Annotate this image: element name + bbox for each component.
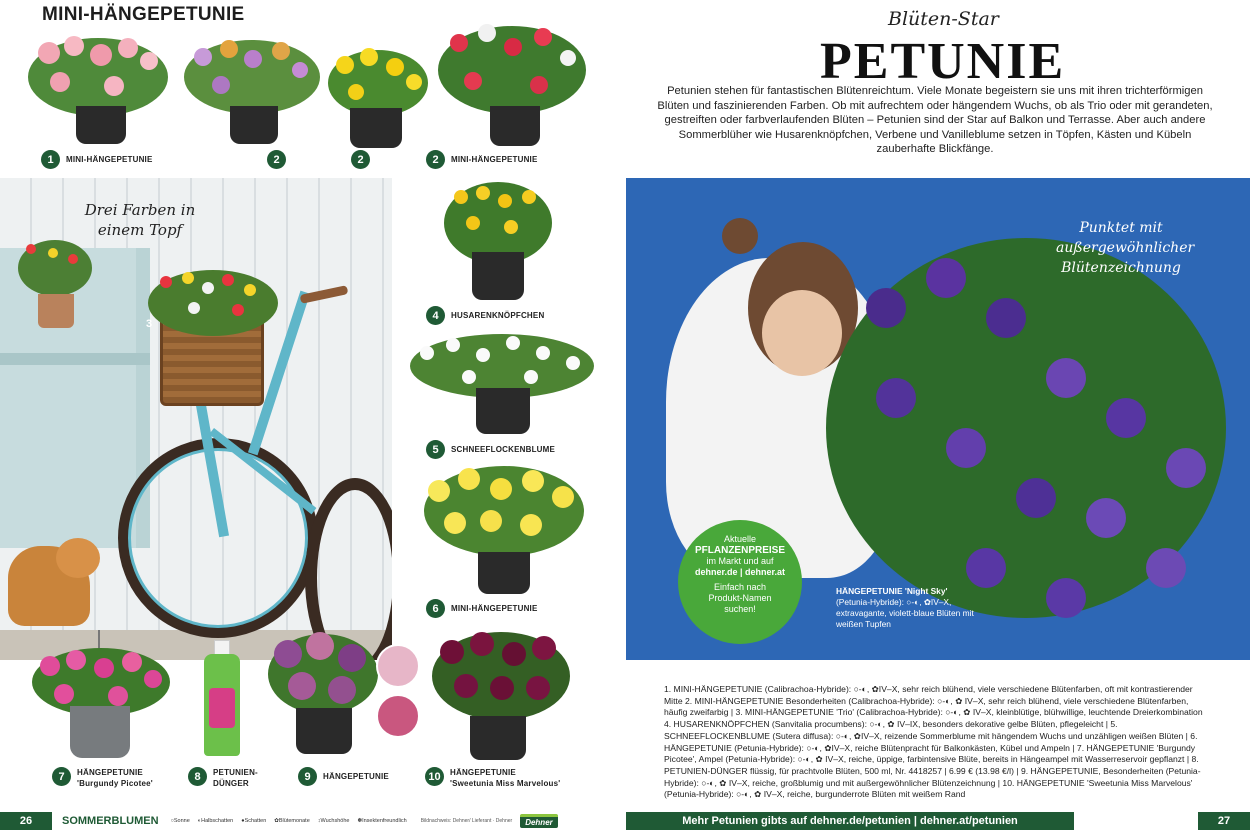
promo-url: dehner.de | dehner.at bbox=[694, 567, 786, 577]
fertilizer-bottle bbox=[200, 640, 244, 758]
left-page-title: MINI-HÄNGEPETUNIE bbox=[42, 4, 245, 25]
dehner-logo: Dehner bbox=[520, 814, 558, 828]
plant-image-2c bbox=[434, 22, 590, 148]
shade-icon: ●Schatten bbox=[241, 818, 267, 824]
plant-name: HUSARENKNÖPFCHEN bbox=[451, 311, 545, 320]
bicycle-photo bbox=[0, 178, 392, 660]
right-footer bbox=[626, 812, 1250, 830]
number-badge: 6 bbox=[426, 599, 445, 618]
legend-label: Sonne bbox=[173, 818, 190, 824]
product-name-line2: DÜNGER bbox=[213, 779, 249, 788]
plant-name: SCHNEEFLOCKENBLUME bbox=[451, 445, 556, 454]
legend-label: Insektenfreundlich bbox=[362, 818, 407, 824]
footer-url-banner[interactable]: Mehr Petunien gibts auf dehner.de/petunien | dehner.at/petunien bbox=[626, 812, 1074, 830]
promo-line: Aktuelle bbox=[723, 534, 757, 544]
photo-marker-3: 3 bbox=[146, 318, 153, 330]
caption-title: HÄNGEPETUNIE 'Night Sky' bbox=[836, 586, 948, 596]
plant-image-5 bbox=[406, 326, 598, 436]
photo-note-pattern: Punktet mit außergewöhnlicher Blütenzeichnung bbox=[1056, 220, 1195, 276]
page-number-right: 27 bbox=[1198, 812, 1250, 830]
plant-name: MINI-HÄNGEPETUNIE bbox=[451, 604, 538, 613]
plant-image-7 bbox=[30, 630, 172, 762]
plant-image-9 bbox=[266, 626, 422, 762]
page-number-left: 26 bbox=[0, 812, 52, 830]
plant-label-8 bbox=[188, 767, 258, 789]
plant-variety: 'Sweetunia Miss Marvelous' bbox=[450, 779, 561, 788]
height-icon: ↕Wuchshöhe bbox=[317, 818, 350, 824]
number-badge: 10 bbox=[425, 767, 444, 786]
plant-name: HÄNGEPETUNIE bbox=[450, 768, 516, 777]
number-badge: 9 bbox=[298, 767, 317, 786]
bloom-icon: ✿Blütemonate bbox=[274, 818, 310, 824]
product-name: PETUNIEN- bbox=[213, 768, 258, 777]
plant-label-2c bbox=[426, 150, 538, 169]
plant-image-4 bbox=[442, 180, 554, 304]
plant-label-6 bbox=[426, 599, 538, 618]
legend-label: Wuchshöhe bbox=[320, 818, 350, 824]
price-promo-badge bbox=[678, 520, 802, 644]
legend-label: Halbschatten bbox=[201, 818, 234, 824]
photo-note-three-colors: Drei Farben in einem Topf bbox=[84, 201, 196, 239]
plant-label-9 bbox=[298, 767, 389, 786]
plant-image-2a bbox=[182, 34, 322, 146]
plant-name: HÄNGEPETUNIE bbox=[77, 768, 143, 777]
plant-image-1 bbox=[24, 32, 172, 147]
plant-image-6 bbox=[420, 460, 588, 596]
image-credit: Bildnachweis: Dehner/ Lieferant · Dehner bbox=[420, 818, 513, 824]
plant-name: MINI-HÄNGEPETUNIE bbox=[66, 155, 153, 164]
number-badge: 2 bbox=[267, 150, 286, 169]
promo-line: Einfach nach Produkt-Namen suchen! bbox=[708, 582, 772, 614]
plant-label-1 bbox=[41, 150, 153, 169]
half-shade-icon: ◐Halbschatten bbox=[197, 818, 234, 824]
plant-image-10 bbox=[430, 626, 572, 762]
product-legend: 1. MINI-HÄNGEPETUNIE (Calibrachoa-Hybride): ○-◐, ✿IV–X, sehr reich blühend, viele verschiedene Blütenfarben, oft mit kontrastierender Mitte 2. MINI-HÄNGEPETUNIE Besonderheiten (Calibrachoa-Hybride): ○-◐, ✿ IV–X, sehr reich blühend, viele verschiedene Blütenfarben, häufig zweifarbig | 3. MINI-HÄNGEPETUNIE 'Trio' (Calibrachoa-Hybride): ○-◐, ✿ IV–X, kleinblütige, blühwillige, leuchtende Dreierkombination 4. HUSARENKNÖPFCHEN (Sanvitalia procumbens): ○-◐, ✿ IV–IX, besonders dekorative gelbe Blüten, pflegeleicht | 5. SCHNEEFLOCKENBLUME (Sutera diffusa): ○-◐, ✿IV–X, reizende Sommerblume mit hängendem Wuchs und unzähligen weißen Blüten | 6. HÄNGEPETUNIE (Petunia-Hybride): ○-◐, ✿IV–X, reiche Blütenpracht für Balkonkästen, Kübel und Ampeln | 7. HÄNGEPETUNIE 'Burgundy Picotee', Ampel (Petunia-Hybride): ○-◐, ✿ IV–X, reiche, üppige, farbintensive Blüte, bereits in Hängeampel mit Wasserreservoir gepflanzt | 8. PETUNIEN-DÜNGER flüssig, für prachtvolle Blüten, 500 ml, Nr. 4418257 | 6.99 € (13.98 €/l) | 9. HÄNGEPETUNIE, Besonderheiten (Petunia-Hybride): ○-◐, ✿ IV–X, reiche, großblumig und mit außergewöhnlicher Blütenzeichnung | 10. HÄNGEPETUNIE 'Sweetunia Miss Marvelous' (Petunia-Hybride): ○-◐, ✿ IV–X, reiche, burgunderrote Blüten mit weißem Rand bbox=[664, 684, 1203, 800]
left-footer bbox=[0, 812, 600, 830]
sun-icon: ○Sonne bbox=[170, 818, 190, 824]
legend-label: Blütemonate bbox=[278, 818, 310, 824]
legend-label: Schatten bbox=[244, 818, 267, 824]
plant-variety: 'Burgundy Picotee' bbox=[77, 779, 153, 788]
plant-label-10 bbox=[425, 767, 560, 789]
number-badge: 2 bbox=[426, 150, 445, 169]
promo-headline: PFLANZENPREISE bbox=[694, 545, 785, 556]
plant-label-7 bbox=[52, 767, 153, 789]
plant-label-4 bbox=[426, 306, 544, 325]
section-title: SOMMERBLUMEN bbox=[62, 815, 159, 827]
script-title: Blüten-Star bbox=[888, 8, 999, 30]
symbol-legend bbox=[171, 818, 407, 824]
number-badge: 7 bbox=[52, 767, 71, 786]
insect-icon: ✽Insektenfreundlich bbox=[357, 818, 407, 824]
promo-line: im Markt und auf bbox=[706, 556, 774, 566]
number-badge: 1 bbox=[41, 150, 60, 169]
number-badge: 5 bbox=[426, 440, 445, 459]
plant-name: HÄNGEPETUNIE bbox=[323, 772, 389, 781]
plant-label-2b bbox=[351, 150, 370, 169]
plant-label-2a bbox=[267, 150, 286, 169]
number-badge: 8 bbox=[188, 767, 207, 786]
page-title: PETUNIE bbox=[820, 33, 1066, 90]
plant-name: MINI-HÄNGEPETUNIE bbox=[451, 155, 538, 164]
number-badge: 4 bbox=[426, 306, 445, 325]
plant-image-2b bbox=[326, 44, 430, 148]
plant-label-5 bbox=[426, 440, 555, 459]
photo-caption bbox=[836, 586, 986, 630]
number-badge: 2 bbox=[351, 150, 370, 169]
intro-text: Petunien stehen für fantastischen Blütenreichtum. Viele Monate begeistern sie uns mit ihren trichterförmigen Blüten und faszinierenden Farben. Ob mit aufrechtem oder hängendem Wuchs, ob als Trio oder mit gerandeten, gestreiften oder farbverlaufenden Blüten – Petunien sind der Star auf Balkon und Terrasse. Aber auch andere Sommerblüher wie Husarenknöpfchen, Verbene und Vanilleblume setzen in Töpfen, Kästen und Kübeln zauberhafte Blickfänge. bbox=[657, 85, 1213, 155]
caption-body: (Petunia-Hybride): ○-◐, ✿IV–X, extravagante, violett-blaue Blüten mit weißen Tupfen bbox=[836, 597, 974, 629]
